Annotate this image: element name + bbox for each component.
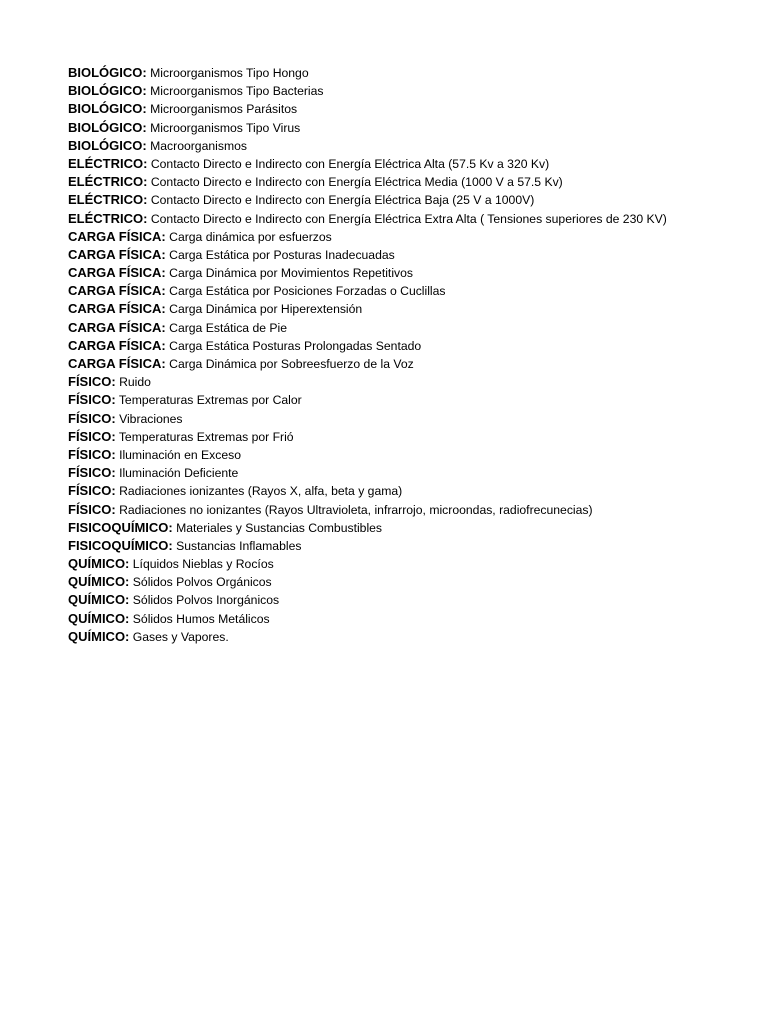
item-description: Vibraciones (119, 411, 183, 426)
item-description: Macroorganismos (150, 138, 247, 153)
list-item (68, 155, 758, 173)
category-label: FÍSICO: (68, 428, 116, 444)
list-item (68, 482, 758, 500)
list-item (68, 100, 758, 118)
item-description: Sólidos Polvos Orgánicos (132, 575, 272, 590)
category-label: FÍSICO: (68, 410, 116, 426)
list-item (68, 555, 758, 573)
item-description: Microorganismos Tipo Virus (150, 120, 301, 135)
item-description: Temperaturas Extremas por Calor (118, 393, 302, 408)
list-item (68, 501, 758, 519)
list-item (68, 264, 758, 282)
list-item (68, 319, 758, 337)
item-description: Carga dinámica por esfuerzos (169, 229, 332, 244)
item-description: Sustancias Inflamables (176, 538, 302, 553)
item-description: Contacto Directo e Indirecto con Energía Eléctrica Alta (57.5 Kv a 320 Kv) (150, 156, 550, 171)
category-label: ELÉCTRICO: (68, 192, 148, 208)
list-item (68, 282, 758, 300)
category-label: BIOLÓGICO: (68, 137, 147, 153)
category-label: FÍSICO: (68, 392, 116, 408)
item-description: Carga Estática Posturas Prolongadas Sentado (169, 338, 422, 353)
item-description: Sólidos Polvos Inorgánicos (132, 593, 280, 608)
item-description: Líquidos Nieblas y Rocíos (132, 557, 274, 572)
list-item (68, 119, 758, 137)
item-description: Iluminación Deficiente (119, 466, 239, 481)
item-description: Carga Dinámica por Hiperextensión (169, 302, 363, 317)
category-label: FÍSICO: (68, 446, 116, 462)
list-item (68, 519, 758, 537)
list-item (68, 82, 758, 100)
list-item (68, 337, 758, 355)
list-item (68, 355, 758, 373)
list-item (68, 428, 758, 446)
list-item (68, 191, 758, 209)
category-label: QUÍMICO: (68, 592, 130, 608)
list-item (68, 300, 758, 318)
list-item (68, 628, 758, 646)
list-item (68, 173, 758, 191)
item-description: Carga Estática por Posturas Inadecuadas (169, 247, 395, 262)
category-label: QUÍMICO: (68, 574, 130, 590)
category-label: BIOLÓGICO: (68, 65, 147, 80)
item-description: Radiaciones ionizantes (Rayos X, alfa, beta y gama) (119, 484, 403, 499)
list-item (68, 537, 758, 555)
item-description: Contacto Directo e Indirecto con Energía Eléctrica Media (1000 V a 57.5 Kv) (150, 175, 563, 190)
category-label: QUÍMICO: (68, 556, 130, 572)
item-description: Carga Estática de Pie (169, 320, 288, 335)
category-label: FISICOQUÍMICO: (68, 537, 173, 553)
category-label: QUÍMICO: (68, 610, 130, 626)
category-label: CARGA FÍSICA: (68, 319, 166, 335)
category-label: FÍSICO: (68, 501, 116, 517)
category-label: CARGA FÍSICA: (68, 228, 166, 244)
item-description: Carga Dinámica por Movimientos Repetitivos (169, 266, 413, 281)
category-label: ELÉCTRICO: (68, 210, 148, 226)
category-label: CARGA FÍSICA: (68, 246, 166, 262)
item-description: Ruido (119, 375, 151, 390)
list-item (68, 610, 758, 628)
category-label: FÍSICO: (68, 465, 116, 481)
category-label: FÍSICO: (68, 483, 116, 499)
item-description: Contacto Directo e Indirecto con Energía Eléctrica Baja (25 V a 1000V) (150, 193, 535, 208)
category-label: BIOLÓGICO: (68, 101, 147, 117)
item-description: Microorganismos Tipo Bacterias (150, 84, 324, 99)
item-description: Materiales y Sustancias Combustibles (176, 520, 383, 535)
item-description: Microorganismos Tipo Hongo (150, 66, 309, 80)
list-item (68, 246, 758, 264)
list-item (68, 391, 758, 409)
list-item (68, 446, 758, 464)
category-label: CARGA FÍSICA: (68, 337, 166, 353)
category-label: FÍSICO: (68, 374, 116, 390)
list-item (68, 64, 758, 82)
item-description: Gases y Vapores. (132, 629, 229, 644)
item-description: Sólidos Humos Metálicos (132, 611, 270, 626)
list-item (68, 591, 758, 609)
item-description: Microorganismos Parásitos (150, 102, 298, 117)
item-description: Carga Estática por Posiciones Forzadas o Cuclillas (169, 284, 446, 299)
category-label: QUÍMICO: (68, 628, 130, 644)
category-label: BIOLÓGICO: (68, 83, 147, 99)
list-item (68, 573, 758, 591)
category-label: CARGA FÍSICA: (68, 301, 166, 317)
hazard-list (68, 64, 758, 646)
list-item (68, 410, 758, 428)
category-label: ELÉCTRICO: (68, 174, 148, 190)
category-label: FISICOQUÍMICO: (68, 519, 173, 535)
list-item (68, 228, 758, 246)
list-item (68, 464, 758, 482)
item-description: Carga Dinámica por Sobreesfuerzo de la Voz (169, 357, 414, 371)
category-label: ELÉCTRICO: (68, 155, 148, 171)
list-item (68, 137, 758, 155)
item-description: Radiaciones no ionizantes (Rayos Ultravioleta, infrarrojo, microondas, radiofrecunecias) (119, 502, 593, 517)
list-item (68, 373, 758, 391)
category-label: CARGA FÍSICA: (68, 265, 166, 281)
list-item (68, 210, 758, 228)
item-description: Iluminación en Exceso (119, 447, 242, 462)
category-label: CARGA FÍSICA: (68, 283, 166, 299)
item-description: Temperaturas Extremas por Frió (118, 429, 294, 444)
category-label: BIOLÓGICO: (68, 119, 147, 135)
item-description: Contacto Directo e Indirecto con Energía Eléctrica Extra Alta ( Tensiones superiores de 230 KV) (150, 211, 667, 226)
category-label: CARGA FÍSICA: (68, 356, 166, 371)
